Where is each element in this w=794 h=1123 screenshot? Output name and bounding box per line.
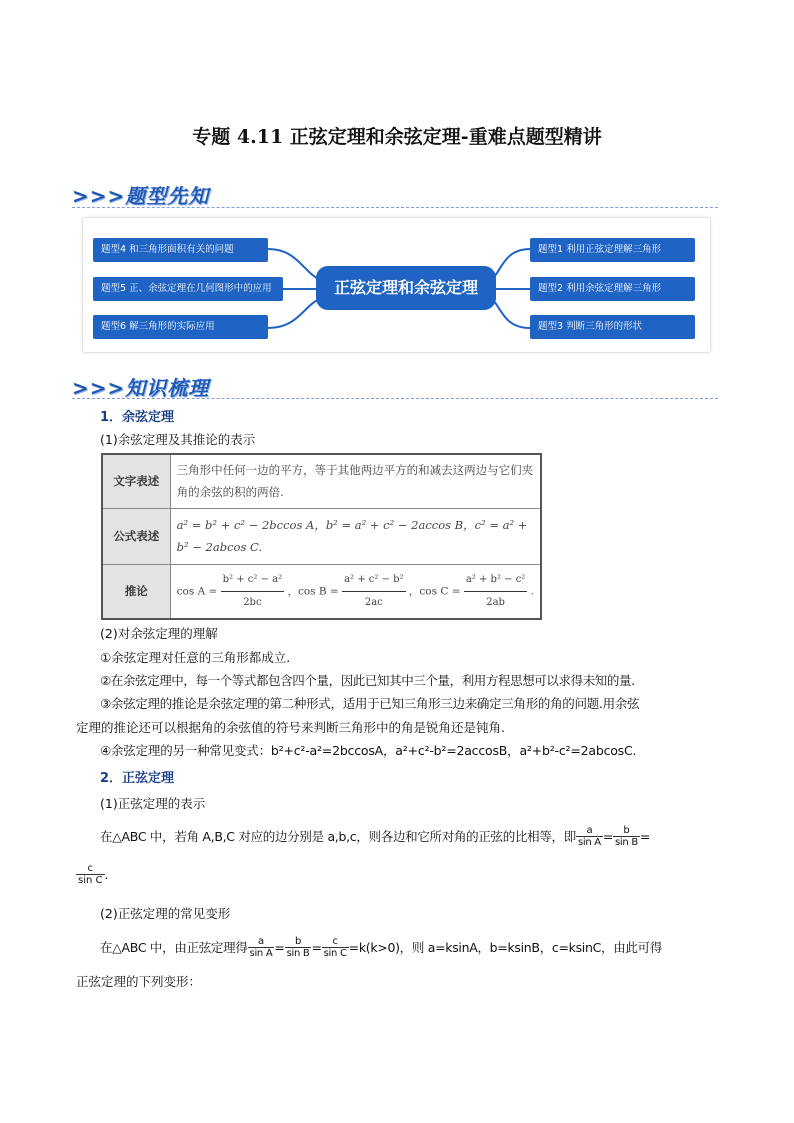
cosine-law-table [101,453,542,620]
mindmap-node-type2: 题型2 利用余弦定理解三角形 [530,277,695,301]
table-row [102,564,541,619]
fraction-denominator: sin A [249,947,273,959]
mind-map [83,218,710,352]
fraction-denominator: sin B [615,836,638,848]
subheading: (2)对余弦定理的理解 [100,626,218,641]
table-row [102,508,541,564]
subheading: (1)正弦定理的表示 [100,796,206,811]
equals-sign: = [602,828,614,844]
mindmap-node-type5: 题型5 正、余弦定理在几何图形中的应用 [93,277,283,301]
mindmap-node-type6: 题型6 解三角形的实际应用 [93,315,268,339]
fraction-denominator: 2ab [486,596,505,608]
fraction-numerator: c [76,863,105,875]
paragraph [100,818,650,854]
mindmap-center-node: 正弦定理和余弦定理 [316,266,496,310]
fraction-numerator: a [248,936,275,948]
paragraph-text: 在△ABC 中，若角 A,B,C 对应的边分别是 a,b,c，则各边和它所对角的正弦的比相等，即 [100,829,576,844]
list-item: ②在余弦定理中，每一个等式都包含四个量，因此已知其中三个量，利用方程思想可以求得未知的量. [100,673,635,688]
fraction-denominator: sin A [577,836,601,848]
banner-question-types: >>>题型先知 [72,184,210,208]
period: . [104,866,109,882]
table-label: 推论 [102,564,170,619]
banner-divider [72,398,718,399]
fraction-numerator: a² + c² − b² [342,569,405,592]
fraction-denominator: sin C [323,947,347,959]
table-row [102,454,541,508]
table-label: 文字表述 [102,454,170,508]
fraction [613,825,640,848]
mindmap-node-type4: 题型4 和三角形面积有关的问题 [93,238,268,262]
list-item: ①余弦定理对任意的三角形都成立. [100,650,291,665]
equals-sign: = [311,939,322,955]
fraction-numerator: b² + c² − a² [221,569,284,592]
formula-text: ，cos B = [287,585,339,597]
paragraph-text: =k(k>0)，则 a=ksinA，b=ksinB，c=ksinC，由此可得 [348,940,663,955]
fraction-denominator: sin C [78,874,103,886]
fraction-numerator: c [322,936,349,948]
fraction [464,569,527,614]
fraction [322,936,349,959]
table-cell: a² = b² + c² − 2bccos A，b² = a² + c² − 2accos B，c² = a² + b² − 2abcos C. [170,508,541,564]
paragraph-text: 在△ABC 中，由正弦定理得 [100,940,248,955]
formula-text: . [530,585,534,597]
fraction-denominator: 2ac [364,596,383,608]
banner-divider [72,207,718,208]
fraction [221,569,284,614]
formula-text: ，cos C = [408,585,461,597]
mindmap-node-type1: 题型1 利用正弦定理解三角形 [530,238,695,262]
table-cell [170,564,541,619]
fraction-denominator: 2bc [243,596,262,608]
list-item: 定理的推论还可以根据角的余弦值的符号来判断三角形中的角是锐角还是钝角. [76,720,505,735]
fraction-numerator: b [613,825,640,837]
fraction-numerator: a [576,825,603,837]
subheading: (2)正弦定理的常见变形 [100,906,231,921]
fraction [342,569,405,614]
banner-knowledge: >>>知识梳理 [72,376,210,400]
fraction [248,936,275,959]
fraction [285,936,312,959]
fraction-numerator: b [285,936,312,948]
table-cell: 三角形中任何一边的平方，等于其他两边平方的和减去这两边与它们夹角的余弦的积的两倍. [170,454,541,508]
paragraph: 正弦定理的下列变形： [76,974,202,989]
fraction [76,863,105,886]
section-heading-sine: 2．正弦定理 [100,771,175,786]
equals-sign: = [274,939,285,955]
table-label: 公式表述 [102,508,170,564]
mindmap-node-type3: 题型3 判断三角形的形状 [530,315,695,339]
list-item: ④余弦定理的另一种常见变式：b²+c²-a²=2bccosA，a²+c²-b²=2accosB，a²+b²-c²=2abcosC. [100,743,637,758]
formula-text: cos A = [176,585,218,597]
subheading: (1)余弦定理及其推论的表示 [100,432,256,447]
paragraph [76,856,108,892]
fraction-numerator: a² + b² − c² [464,569,527,592]
paragraph [100,929,662,965]
list-item: ③余弦定理的推论是余弦定理的第二种形式，适用于已知三角形三边来确定三角形的角的问题.用余弦 [100,696,640,711]
equals-sign: = [639,828,651,844]
section-heading-cosine: 1．余弦定理 [100,410,175,425]
fraction-denominator: sin B [286,947,310,959]
fraction [576,825,603,848]
page-title: 专题 4.11 正弦定理和余弦定理-重难点题型精讲 [192,126,602,148]
